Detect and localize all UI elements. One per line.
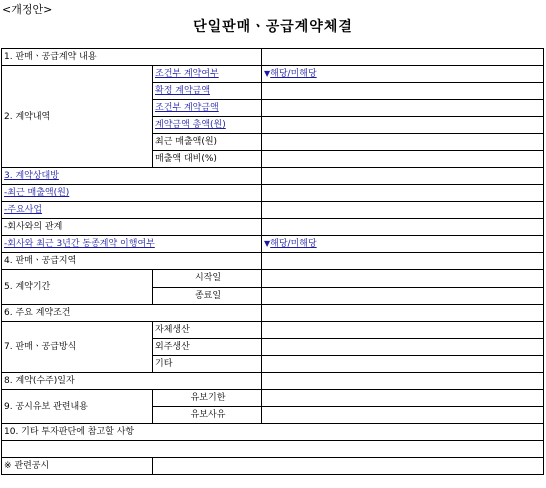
table-row <box>2 66 544 83</box>
row-value[interactable] <box>262 185 544 202</box>
row-value[interactable] <box>262 134 544 151</box>
table-row <box>2 390 544 407</box>
sub-label: 최근 매출액(원) <box>153 134 262 151</box>
row-label-contract-period: 5. 계약기간 <box>2 270 153 305</box>
table-row <box>2 219 544 236</box>
sub-label: -최근 매출액(원) <box>2 185 262 202</box>
sub-label: 매출액 대비(%) <box>153 151 262 168</box>
table-row <box>2 49 544 66</box>
row-label-main-terms: 6. 주요 계약조건 <box>2 305 262 322</box>
sub-label: 자체생산 <box>153 322 262 339</box>
conditional-contract-value[interactable]: ▼해당/미해당 <box>262 66 544 83</box>
other-notes-value[interactable] <box>2 441 544 458</box>
sub-label: 유보기한 <box>153 390 262 407</box>
table-row <box>2 458 544 475</box>
related-disclosure-label: ※ 관련공시 <box>2 458 153 475</box>
table-row <box>2 253 544 270</box>
table-row <box>2 270 544 288</box>
row-value[interactable] <box>262 407 544 424</box>
triangle-down-icon: ▼ <box>264 239 271 248</box>
revision-label: <개정안> <box>2 3 53 16</box>
table-row <box>2 168 544 185</box>
sub-label: -회사와 최근 3년간 동종계약 이행여부 <box>2 236 262 253</box>
row-label-contract-date: 8. 계약(수주)일자 <box>2 373 262 390</box>
similar-contract-value[interactable]: ▼해당/미해당 <box>262 236 544 253</box>
table-row <box>2 185 544 202</box>
row-label-supply-method: 7. 판매ㆍ공급방식 <box>2 322 153 373</box>
row-label-supply-region: 4. 판매ㆍ공급지역 <box>2 253 262 270</box>
row-value[interactable] <box>262 390 544 407</box>
row-value[interactable] <box>262 83 544 100</box>
table-row <box>2 305 544 322</box>
row-label-other-notes: 10. 기타 투자판단에 참고할 사항 <box>2 424 544 441</box>
sub-label: 유보사유 <box>153 407 262 424</box>
row-label-counterparty: 3. 계약상대방 <box>2 168 262 185</box>
document-title: 단일판매ㆍ공급계약체결 <box>193 19 353 35</box>
row-label-contract-content: 1. 판매ㆍ공급계약 내용 <box>2 49 262 66</box>
sub-label: -회사와의 관계 <box>2 219 262 236</box>
row-value[interactable] <box>262 356 544 373</box>
row-value[interactable] <box>262 117 544 134</box>
table-row <box>2 236 544 253</box>
sub-label: 종료일 <box>153 287 262 305</box>
sub-label: -주요사업 <box>2 202 262 219</box>
row-value[interactable] <box>262 253 544 270</box>
start-date-value[interactable] <box>262 270 544 288</box>
table-row <box>2 441 544 458</box>
row-value[interactable] <box>262 339 544 356</box>
table-row <box>2 373 544 390</box>
sub-label: 조건부 계약금액 <box>153 100 262 117</box>
row-value[interactable] <box>262 202 544 219</box>
row-label-disclosure-deferral: 9. 공시유보 관련내용 <box>2 390 153 424</box>
row-value[interactable] <box>262 305 544 322</box>
triangle-down-icon: ▼ <box>264 69 271 78</box>
row-value[interactable] <box>262 100 544 117</box>
sub-label: 기타 <box>153 356 262 373</box>
row-value[interactable] <box>262 322 544 339</box>
row-value[interactable] <box>262 49 544 66</box>
row-value[interactable] <box>262 151 544 168</box>
sub-label: 계약금액 총액(원) <box>153 117 262 134</box>
sub-label: 조건부 계약여부 <box>153 66 262 83</box>
table-row <box>2 322 544 339</box>
end-date-value[interactable] <box>262 287 544 305</box>
row-value[interactable] <box>262 219 544 236</box>
row-value[interactable] <box>262 373 544 390</box>
row-value[interactable] <box>262 168 544 185</box>
sub-label: 확정 계약금액 <box>153 83 262 100</box>
row-value[interactable] <box>153 458 544 475</box>
sub-label: 시작일 <box>153 270 262 288</box>
row-label-contract-details: 2. 계약내역 <box>2 66 153 168</box>
table-row <box>2 424 544 441</box>
table-row <box>2 202 544 219</box>
sub-label: 외주생산 <box>153 339 262 356</box>
disclosure-form-table <box>1 48 544 475</box>
